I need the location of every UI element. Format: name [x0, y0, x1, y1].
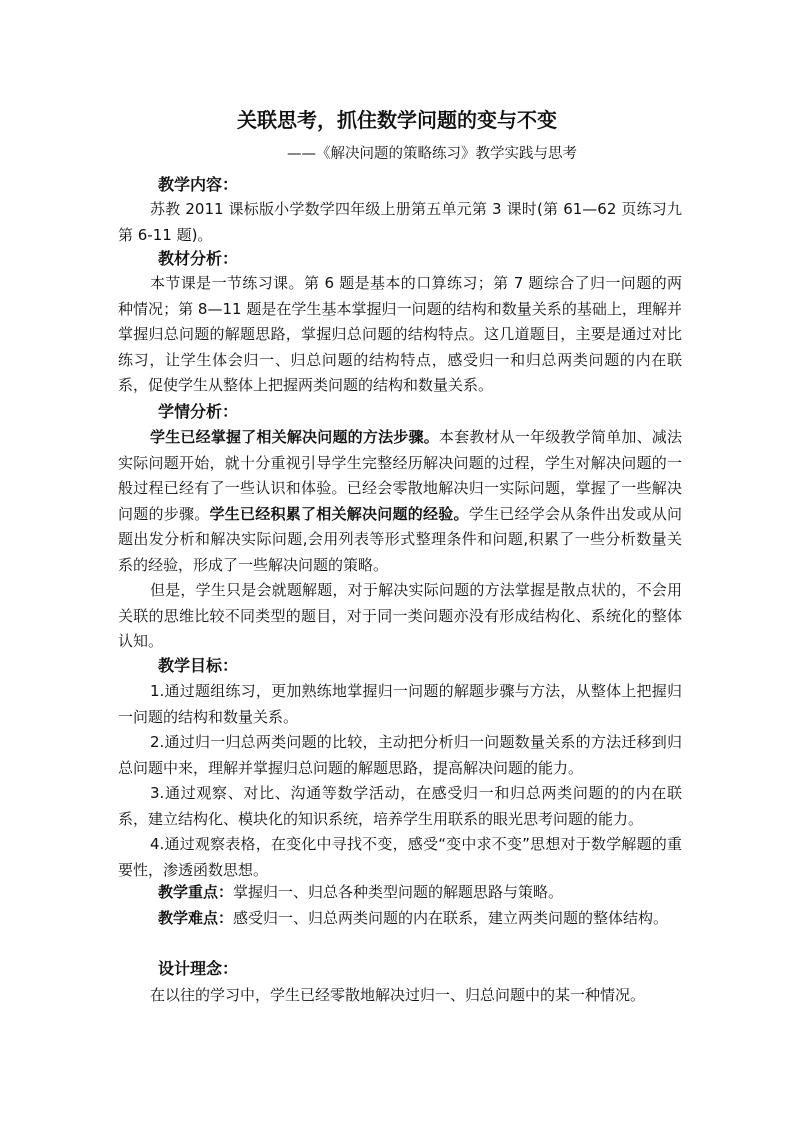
material-paragraph: 本节课是一节练习课。第 6 题是基本的口算练习；第 7 题综合了归一问题的两种情况；第 8—11 题是在学生基本掌握归一问题的结构和数量关系的基础上，理解并掌握归总问题的解题思路，掌握归总问题的结构特点。这几道题目，主要是通过对比练习，让学生体会归一、归总问题的结构特点，感受归一和归总两类问题的内在联系，促使学生从整体上把握两类问题的结构和数量关系。 [118, 274, 682, 394]
section-content [118, 197, 682, 248]
section-goals [118, 679, 682, 883]
heading-difficulty: 教学难点： [158, 909, 234, 927]
students-paragraph-2: 但是，学生只是会就题解题，对于解决实际问题的方法掌握是散点状的，不会用关联的思维比较不同类型的题目，对于同一类问题亦没有形成结构化、系统化的整体认知。 [118, 581, 682, 650]
difficulty-paragraph [118, 906, 682, 932]
heading-concept: 设计理念： [158, 959, 239, 978]
concept-paragraph: 在以往的学习中，学生已经零散地解决过归一、归总问题中的某一种情况。 [150, 986, 646, 1004]
heading-content: 教学内容： [158, 175, 239, 194]
content-paragraph: 苏教 2011 课标版小学数学四年级上册第五单元第 3 课时(第 61—62 页练习九第 6-11 题)。 [118, 200, 682, 244]
page-subtitle: ——《解决问题的策略练习》教学实践与思考 [287, 146, 577, 162]
difficulty-text: 感受归一、归总两类问题的内在联系，建立两类问题的整体结构。 [233, 909, 669, 927]
heading-material: 教材分析： [158, 249, 239, 268]
page-title: 关联思考，抓住数学问题的变与不变 [237, 108, 557, 132]
section-concept [118, 983, 682, 1009]
key-text: 掌握归一、归总各种类型问题的解题思路与策略。 [233, 883, 564, 901]
section-material [118, 271, 682, 399]
heading-key: 教学重点： [158, 883, 234, 901]
goal-item-1: 1.通过题组练习，更加熟练地掌握归一问题的解题步骤与方法，从整体上把握归一问题的结构和数量关系。 [118, 682, 682, 726]
students-paragraph-1 [118, 425, 682, 578]
goal-item-2: 2.通过归一归总两类问题的比较，主动把分析归一问题数量关系的方法迁移到归总问题中来，理解并掌握归总问题的解题思路，提高解决问题的能力。 [118, 733, 682, 777]
students-text-1: 本套教材从一年级教学简单加、减法实际问题开始，就十分重视引导学生完整经历解决问题的过程，学生对解决问题的一般过程已经有了一些认识和体验。已经会零散地解决归一实际问题，掌握了一些解决问题的步骤。 [118, 428, 682, 523]
students-bold-2: 学生已经积累了相关解决问题的经验。 [209, 504, 469, 523]
section-key [118, 880, 682, 906]
goal-item-4: 4.通过观察表格，在变化中寻找不变，感受“变中求不变”思想对于数学解题的重要性，渗透函数思想。 [118, 835, 682, 879]
key-paragraph [118, 880, 682, 906]
students-bold-1: 学生已经掌握了相关解决问题的方法步骤。 [150, 428, 439, 446]
students-text-2: 学生已经学会从条件出发或从问题出发分析和解决实际问题,会用列表等形式整理条件和问题,积累了一些分析数量关系的经验，形成了一些解决问题的策略。 [118, 504, 682, 574]
section-students [118, 425, 682, 655]
goal-item-3: 3.通过观察、对比、沟通等数学活动，在感受归一和归总两类问题的的内在联系，建立结构化、模块化的知识系统，培养学生用联系的眼光思考问题的能力。 [118, 784, 682, 828]
heading-students: 学情分析： [158, 402, 239, 421]
section-difficulty [118, 906, 682, 932]
heading-goals: 教学目标： [158, 656, 239, 675]
